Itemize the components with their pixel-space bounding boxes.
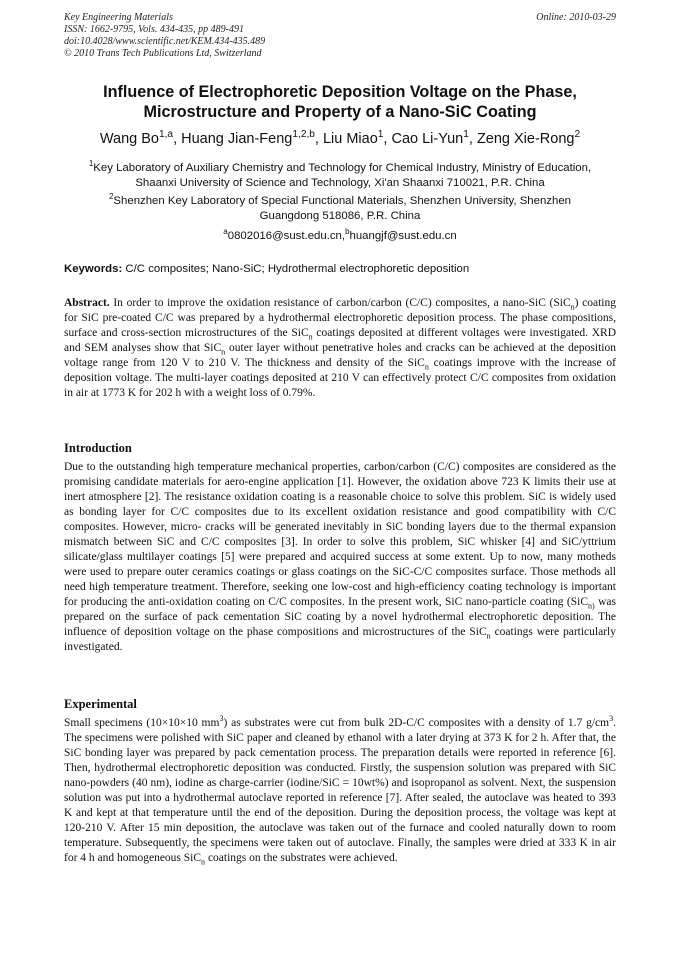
journal-header bbox=[64, 12, 616, 60]
superscript: 3 bbox=[609, 714, 614, 724]
author-name: Wang Bo bbox=[99, 131, 159, 147]
author-affiliation-mark: 1,2,b bbox=[292, 129, 315, 141]
online-date: Online: 2010-03-29 bbox=[536, 12, 616, 23]
subscript: n bbox=[308, 332, 313, 342]
experimental-heading: Experimental bbox=[64, 697, 137, 711]
author-name: Zeng Xie-Rong bbox=[476, 131, 575, 147]
experimental-text: ) as substrates were cut from bulk 2D-C/C composites with a density of 1.7 g/cm bbox=[223, 717, 610, 729]
subscript: n bbox=[221, 347, 226, 357]
abstract-text: In order to improve the oxidation resistance of carbon/carbon (C/C) composites, a nano-SiC (SiC bbox=[113, 297, 571, 309]
email-mark: a bbox=[223, 227, 228, 237]
affiliation-2-line-2: Guangdong 518086, P.R. China bbox=[259, 210, 421, 222]
experimental-body bbox=[64, 716, 616, 866]
paper-title bbox=[64, 82, 616, 122]
abstract bbox=[64, 296, 616, 401]
journal-name: Key Engineering Materials bbox=[64, 12, 173, 23]
title-line-2: Microstructure and Property of a Nano-SiC Coating bbox=[143, 103, 537, 121]
experimental-text: Small specimens (10×10×10 mm bbox=[64, 717, 220, 729]
email-link[interactable]: 0802016@sust.edu.cn, bbox=[227, 230, 346, 242]
keywords-text: C/C composites; Nano-SiC; Hydrothermal electrophoretic deposition bbox=[125, 263, 470, 275]
abstract-label: Abstract. bbox=[64, 297, 110, 309]
abstract-text: ) coating for SiC pre-coated C/C was prepared by a hydrothermal electrophoretic deposition process. The phase compositions, surface and cross-section microstructures of the SiC bbox=[64, 297, 617, 339]
subscript: n bbox=[424, 362, 429, 372]
email-mark: b bbox=[345, 227, 350, 237]
affiliation-1 bbox=[64, 161, 616, 191]
superscript: 3 bbox=[219, 714, 224, 724]
introduction-body bbox=[64, 460, 616, 655]
abstract-text: outer layer without penetrative holes and cracks can be achieved at the deposition voltage range from 120 V to 210 V. The thickness and density of the SiC bbox=[64, 342, 616, 369]
author-affiliation-mark: 1 bbox=[377, 129, 384, 141]
doi-line[interactable]: doi:10.4028/www.scientific.net/KEM.434-435.489 bbox=[64, 36, 266, 47]
copyright-line: © 2010 Trans Tech Publications Ltd, Switzerland bbox=[64, 48, 262, 59]
issn-line: ISSN: 1662-9795, Vols. 434-435, pp 489-491 bbox=[64, 24, 244, 35]
affiliation-1-line-2: Shaanxi University of Science and Technology, Xi'an Shaanxi 710021, P.R. China bbox=[135, 177, 545, 189]
author-name: Huang Jian-Feng bbox=[181, 131, 293, 147]
author-name: Cao Li-Yun bbox=[391, 131, 464, 147]
experimental-text: . The specimens were polished with SiC paper and cleaned by ethanol with a later drying at 373 K for 2 h. After that, the SiC bonding layer was prepared by pack cementation process. The preparation details were reported in reference [6]. Then, hydrothermal electrophoretic deposition was conducted. Firstly, the suspension solution was prepared with SiC nano-powders (40 nm), iodine as charge-carrier (iodine/SiC = 10wt%) and isopropanol as solvent. Next, the suspension solution was put into a hydrothermal autoclave reported in reference [7]. After sealed, the autoclave was heated to 393 K and kept at that temperature until the end of the deposition. During the deposition process, the voltage was kept at 120-210 V. After 15 min deposition, the autoclave was taken out of the furnace and cooled naturally down to room temperature. Subsequently, the specimens were taken out of autoclave. Finally, the samples were dried at 333 K in air for 4 h and homogeneous SiC bbox=[64, 717, 616, 864]
subscript: n bbox=[201, 857, 206, 867]
subscript: n bbox=[486, 631, 491, 641]
introduction-heading: Introduction bbox=[64, 441, 132, 455]
subscript: n) bbox=[588, 601, 595, 611]
keywords-label: Keywords: bbox=[64, 263, 123, 275]
introduction-text: Due to the outstanding high temperature mechanical properties, carbon/carbon (C/C) composites are considered as the promising candidate materials for aero-engine application [1]. However, the oxidation above 723 K limits their use at inert atmosphere [2]. The resistance oxidation coating is a reasonable choice to solve this problem. SiC is widely used as bonding layer for C/C composites due to its excellent oxidation resistance and good compatibility with C/C composites. However, micro- cracks will be generated inevitably in SiC bonding layers due to the thermal expansion mismatch between SiC and C/C composites [3]. In order to solve this problem, SiC whisker [4] and SiC/yttrium silicate/glass multilayer coatings [5] were prepared and acquired success at some extent. Up to now, many motheds were used to prepare outer ceramics coatings or glass coatings on the SiC-C/C composites surface. Those methods all need high temperature treatment. Therefore, seeking one low-cost and high-efficiency coating technology is important for producing the anti-oxidation coating on C/C composites. In the present work, SiC nano-particle coating (SiC bbox=[64, 461, 616, 608]
author-name: Liu Miao bbox=[322, 131, 378, 147]
experimental-text: coatings on the substrates were achieved. bbox=[205, 852, 398, 864]
affiliation-mark: 1 bbox=[88, 159, 94, 169]
keywords bbox=[64, 262, 616, 277]
title-line-1: Influence of Electrophoretic Deposition Voltage on the Phase, bbox=[103, 83, 577, 101]
affiliation-2 bbox=[64, 194, 616, 224]
affiliation-2-line-1: Shenzhen Key Laboratory of Special Functional Materials, Shenzhen University, Shenzhen bbox=[113, 195, 571, 207]
affiliation-mark: 2 bbox=[108, 192, 114, 202]
introduction-text: coatings were particularly investigated. bbox=[64, 626, 616, 653]
introduction-text: was prepared on the surface of pack cementation SiC coating by a novel hydrothermal electrophoretic deposition. The influence of deposition voltage on the phase compositions and microstructures of the SiC bbox=[64, 596, 616, 638]
abstract-text: coatings improve with the increase of deposition voltage. The multi-layer coatings deposited at 210 V can effectively protect C/C composites from oxidation in air at 1773 K for 202 h with a weight loss of 0.79%. bbox=[64, 357, 617, 399]
author-list: Wang Bo$^{1,a}$, Huang Jian-Feng$^{1,2,b}$, Liu Miao$^1$, Cao Li-Yun$^1$, Zeng Xie-Rong$^2$ bbox=[99, 129, 581, 147]
author-emails bbox=[64, 229, 616, 244]
abstract-text: coatings deposited at different voltages were investigated. XRD and SEM analyses show that SiC bbox=[64, 327, 617, 354]
author-affiliation-mark: 1,a bbox=[158, 129, 174, 141]
subscript: n bbox=[570, 302, 575, 312]
affiliation-1-line-1: Key Laboratory of Auxiliary Chemistry and Technology for Chemical Industry, Ministry of Education, bbox=[93, 162, 592, 174]
author-affiliation-mark: 1 bbox=[463, 129, 469, 141]
author-affiliation-mark: 2 bbox=[574, 129, 581, 141]
email-link[interactable]: huangjf@sust.edu.cn bbox=[349, 230, 457, 242]
